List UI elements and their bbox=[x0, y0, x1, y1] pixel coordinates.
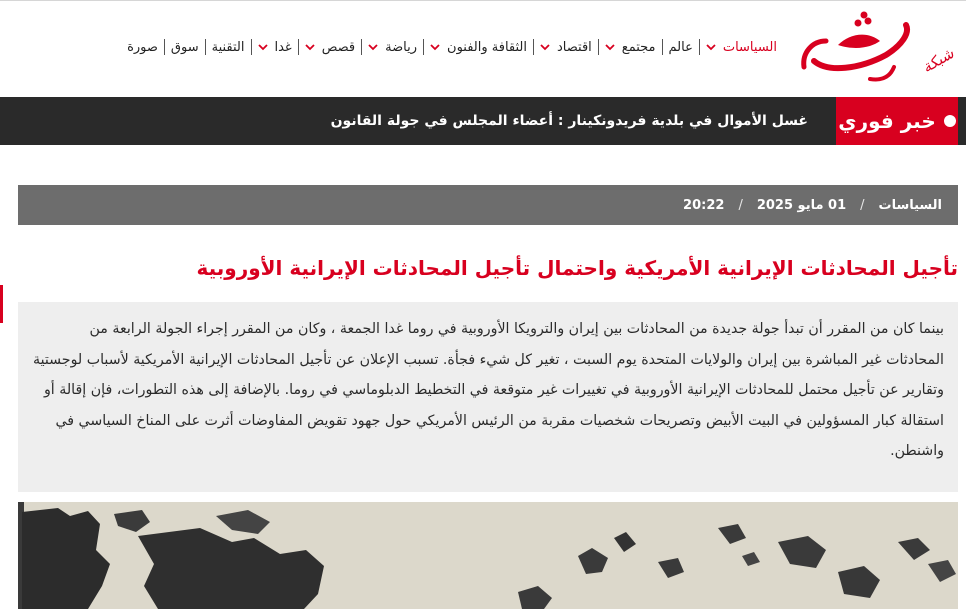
chevron-down-icon bbox=[604, 41, 616, 53]
nav-separator bbox=[423, 39, 424, 55]
article-meta-bar bbox=[18, 185, 958, 225]
nav-item-label: التقنية bbox=[211, 39, 245, 55]
breaking-news-tag[interactable] bbox=[836, 97, 958, 145]
nav-item[interactable] bbox=[604, 40, 657, 55]
nav-item[interactable] bbox=[668, 40, 694, 55]
nav-item-label: صورة bbox=[127, 39, 158, 55]
article-summary: بينما كان من المقرر أن تبدأ جولة جديدة من المحادثات بين إيران والترويكا الأوروبية في روما غدا الجمعة ، وكان من المقرر إجراء الجولة الرابعة من المحادثات غير المباشرة بين إيران والولايات المتحدة يوم السبت ، تغير كل شيء فجأة. تسبب الإعلان عن تأجيل المحادثات الإيرانية الأمريكية لأسباب لوجستية وتقارير عن تأجيل محتمل للمحادثات الإيرانية الأوروبية في تغييرات غير متوقعة في التخطيط الدبلوماسي في روما. بالإضافة إلى هذه التطورات، فإن إقالة أو استقالة كبار المسؤولين في البيت الأبيض وتصريحات شخصيات مقربة من الرئيس الأمريكي حول جهود تقويض المفاوضات أثرت على المناخ السياسي في واشنطن. bbox=[32, 321, 944, 459]
chevron-down-icon bbox=[429, 41, 441, 53]
nav-item-label: اقتصاد bbox=[557, 39, 592, 55]
breaking-news-label: خبر فوري bbox=[838, 109, 936, 133]
article-image bbox=[18, 502, 958, 609]
main-nav bbox=[126, 39, 778, 55]
nav-item[interactable] bbox=[211, 40, 246, 55]
nav-item-label: قصص bbox=[321, 39, 356, 55]
nav-item[interactable] bbox=[367, 40, 418, 55]
nav-separator bbox=[205, 39, 206, 55]
chevron-down-icon bbox=[304, 41, 316, 53]
breaking-news-headline[interactable]: غسل الأموال في بلدية فريدونكينار : أعضاء المجلس في جولة القانون bbox=[330, 113, 808, 129]
breaking-news-bar bbox=[0, 97, 966, 145]
nav-item[interactable] bbox=[126, 40, 159, 55]
logo-small-text: شبكة bbox=[919, 44, 957, 77]
nav-item-label: الثقافة والفنون bbox=[447, 39, 527, 55]
live-dot-icon bbox=[944, 115, 956, 127]
nav-separator bbox=[533, 39, 534, 55]
nav-item-label: سوق bbox=[170, 39, 199, 55]
nav-separator bbox=[251, 39, 252, 55]
site-logo[interactable] bbox=[798, 11, 958, 85]
side-accent-bar bbox=[0, 285, 3, 323]
nav-item[interactable] bbox=[429, 40, 528, 55]
chevron-down-icon bbox=[705, 41, 717, 53]
article-summary-box bbox=[18, 302, 958, 492]
chevron-down-icon bbox=[539, 41, 551, 53]
nav-item[interactable] bbox=[257, 40, 293, 55]
chevron-down-icon bbox=[367, 41, 379, 53]
nav-separator bbox=[662, 39, 663, 55]
article-category[interactable]: السياسات bbox=[878, 197, 942, 213]
nav-item[interactable] bbox=[304, 40, 356, 55]
chevron-down-icon bbox=[257, 41, 269, 53]
site-header bbox=[0, 1, 966, 96]
nav-item-label: السياسات bbox=[722, 39, 777, 55]
nav-item-label: مجتمع bbox=[621, 39, 656, 55]
article-time: 20:22 bbox=[683, 197, 725, 213]
nav-separator bbox=[164, 39, 165, 55]
nav-item[interactable] bbox=[705, 40, 778, 55]
meta-separator: / bbox=[860, 197, 865, 213]
article-date: 01 مايو 2025 bbox=[756, 197, 847, 213]
nav-separator bbox=[699, 39, 700, 55]
nav-separator bbox=[598, 39, 599, 55]
nav-separator bbox=[298, 39, 299, 55]
nav-item[interactable] bbox=[539, 40, 593, 55]
nav-item[interactable] bbox=[170, 40, 200, 55]
nav-item-label: غدا bbox=[274, 39, 292, 55]
nav-separator bbox=[361, 39, 362, 55]
article-title: تأجيل المحادثات الإيرانية الأمريكية واحتمال تأجيل المحادثات الإيرانية الأوروبية bbox=[196, 256, 958, 281]
nav-item-label: رياضة bbox=[385, 39, 418, 55]
nav-item-label: عالم bbox=[668, 39, 693, 55]
meta-separator: / bbox=[738, 197, 743, 213]
